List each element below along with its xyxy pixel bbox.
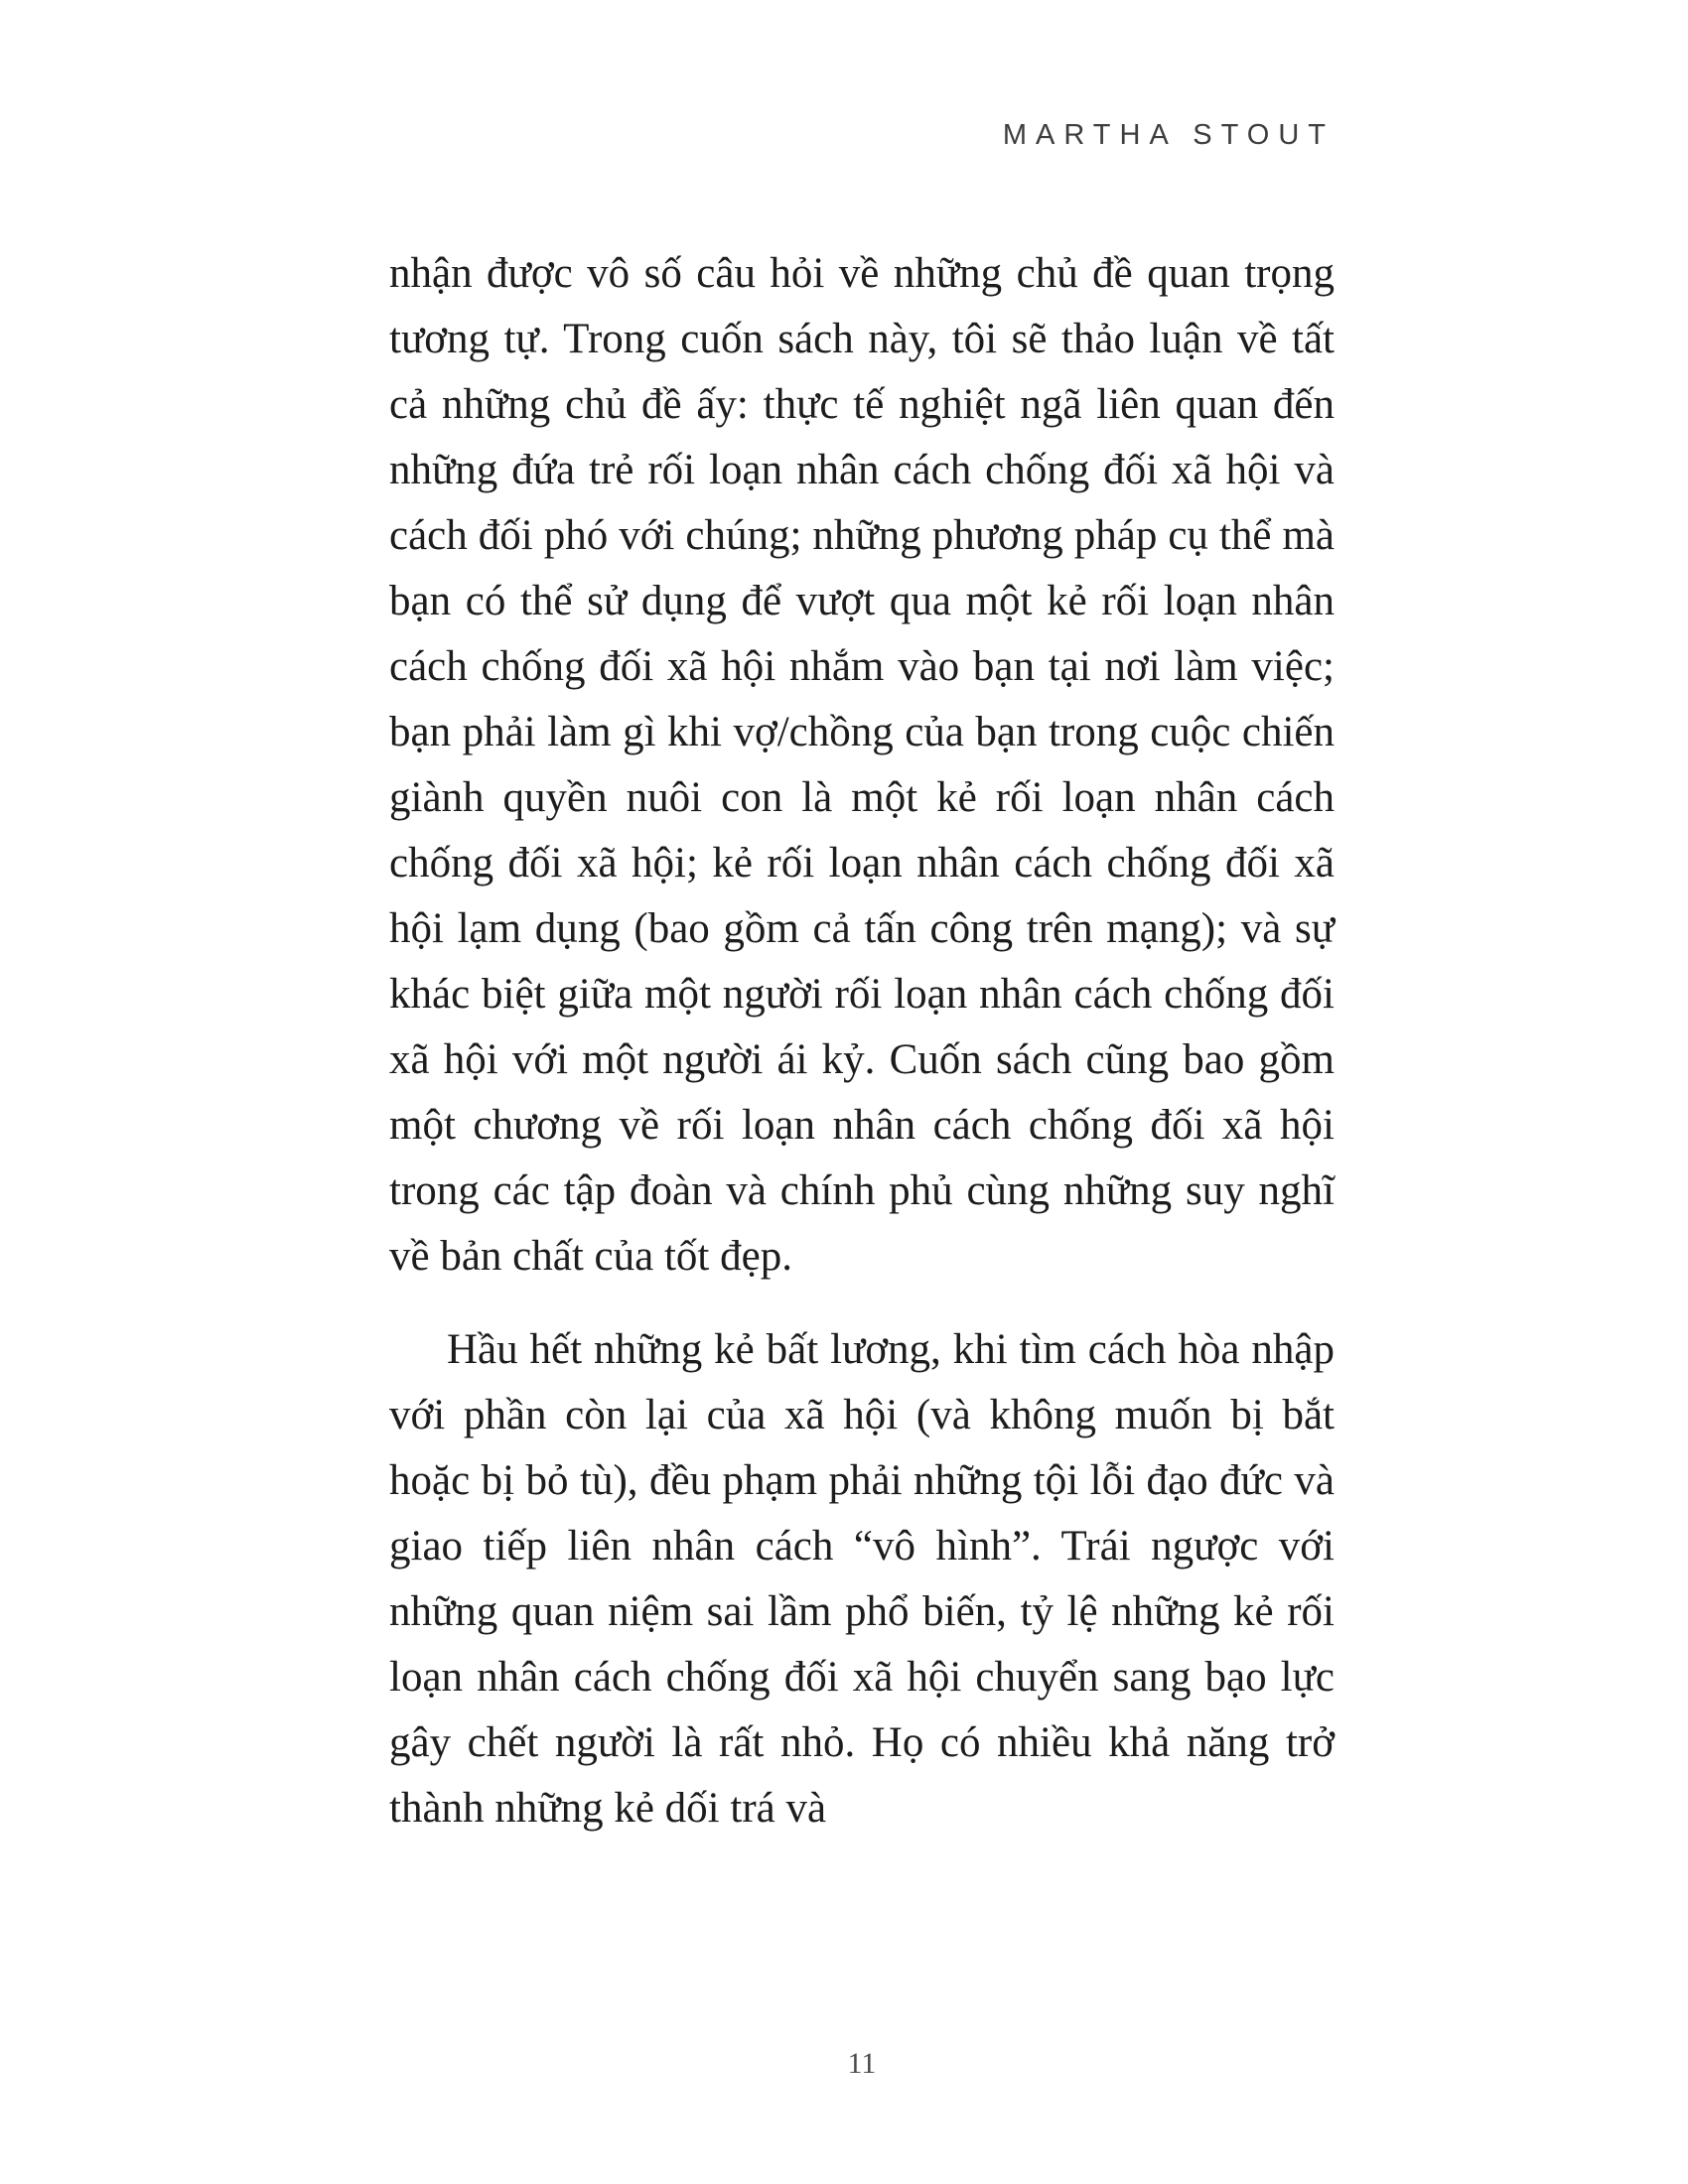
page-number: 11 (847, 2047, 877, 2080)
paragraph-new: Hầu hết những kẻ bất lương, khi tìm cách hòa nhập với phần còn lại của xã hội (và không muốn bị bắt hoặc bị bỏ tù), đều phạm phải những tội lỗi đạo đức và giao tiếp liên nhân cách “vô hình”. Trái ngược với những quan niệm sai lầm phổ biến, tỷ lệ những kẻ rối loạn nhân cách chống đối xã hội chuyển sang bạo lực gây chết người là rất nhỏ. Họ có nhiều khả năng trở thành những kẻ dối trá và (389, 1326, 1335, 1832)
body-text (389, 241, 1335, 1842)
paragraph-continuation: nhận được vô số câu hỏi về những chủ đề quan trọng tương tự. Trong cuốn sách này, tôi sẽ thảo luận về tất cả những chủ đề ấy: thực tế nghiệt ngã liên quan đến những đứa trẻ rối loạn nhân cách chống đối xã hội và cách đối phó với chúng; những phương pháp cụ thể mà bạn có thể sử dụng để vượt qua một kẻ rối loạn nhân cách chống đối xã hội nhắm vào bạn tại nơi làm việc; bạn phải làm gì khi vợ/chồng của bạn trong cuộc chiến giành quyền nuôi con là một kẻ rối loạn nhân cách chống đối xã hội; kẻ rối loạn nhân cách chống đối xã hội lạm dụng (bao gồm cả tấn công trên mạng); và sự khác biệt giữa một người rối loạn nhân cách chống đối xã hội với một người ái kỷ. Cuốn sách cũng bao gồm một chương về rối loạn nhân cách chống đối xã hội trong các tập đoàn và chính phủ cùng những suy nghĩ về bản chất của tốt đẹp. (389, 250, 1335, 1280)
page-header-author: MARTHA STOUT (1002, 119, 1335, 151)
